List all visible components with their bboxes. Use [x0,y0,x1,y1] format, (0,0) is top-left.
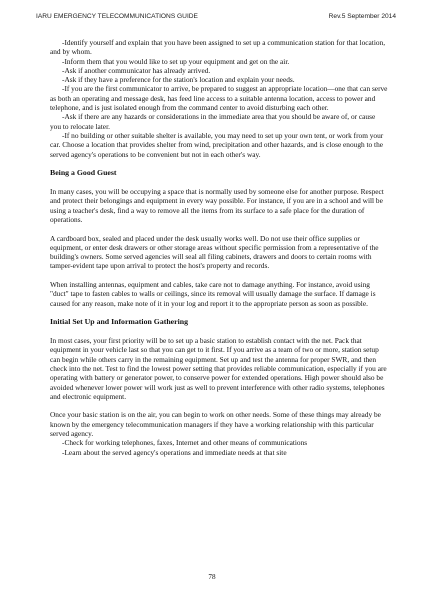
page-number: 78 [208,573,216,581]
list-item: -Check for working telephones, faxes, Internet and other means of communications [62,438,308,448]
page-body [50,38,388,457]
list-item: -Ask if they have a preference for the station's location and explain your needs. [62,75,295,85]
header-revision: Rev.5 September 2014 [328,13,396,20]
paragraph: In many cases, you will be occupying a space that is normally used by someone else for another purpose. Respect and protect their belongings and equipment in every way possible. For instance, if you are in a school and will be using a teacher's desk, find a way to remove all the items from its surface to a safe place for the duration of operations. [50,187,384,224]
list-item: -If you are the first communicator to arrive, be prepared to suggest an appropriate location—one that can serve as both an operating and message desk, has feed line access to a suitable antenna location, access to power and telephone, and is just isolated enough from the command center to avoid disturbing each other. [50,84,388,113]
list-item: -Learn about the served agency's operations and immediate needs at that site [62,447,287,457]
list-item: -Ask if another communicator has already arrived. [62,65,211,75]
section-heading-initial-set-up: Initial Set Up and Information Gathering [50,317,188,327]
section-heading-being-a-good-guest: Being a Good Guest [50,168,117,178]
header-title: IARU EMERGENCY TELECOMMUNICATIONS GUIDE [36,13,198,20]
paragraph: In most cases, your first priority will be to set up a basic station to establish contact with the net. Pack that equipment in your vehicle last so that you can get to it first. If you arrive as a team of two or more, station setup can begin while others carry in the remaining equipment. Set up and test the antenna for proper SWR, and then check into the net. Test to find the lowest power setting that provides reliable communication, especially if you are operating with battery or generator power, to conserve power for extended operations. High power should also be avoided whenever lower power will work just as well to prevent interference with other radio systems, telephones and electronic equipment. [50,336,387,401]
list-item: -Inform them that you would like to set up your equipment and get on the air. [62,56,290,66]
paragraph: When installing antennas, equipment and cables, take care not to damage anything. For instance, avoid using "duct" tape to fasten cables to walls or ceilings, since its removal will usually damage the surface. If damage is caused for any reason, make note of it in your log and report it to the appropriate person as soon as possible. [50,280,376,308]
paragraph: Once your basic station is on the air, you can begin to work on other needs. Some of these things may already be known by the emergency telecommunication managers if they have a working relationship with this particular served agency. [50,410,381,439]
list-item: -Ask if there are any hazards or considerations in the immediate area that you should be aware of, or cause you to relocate later. [50,112,376,131]
page-header [36,13,396,20]
list-item: -If no building or other suitable shelter is available, you may need to set up your own tent, or work from your car. Choose a location that provides shelter from wind, precipitation and other hazards, and is close enough to the served agency's operations to be convenient but not in each other's way. [50,130,384,159]
list-item: -Identify yourself and explain that you have been assigned to set up a communication station for that location, and by whom. [50,38,386,57]
paragraph: A cardboard box, sealed and placed under the desk usually works well. Do not use their office supplies or equipment, or enter desk drawers or other storage areas without specific permission from a representative of the building's owners. Some served agencies will seal all filing cabinets, drawers and doors to certain rooms with tamper-evident tape upon arrival to protect the host's property and records. [50,233,379,271]
